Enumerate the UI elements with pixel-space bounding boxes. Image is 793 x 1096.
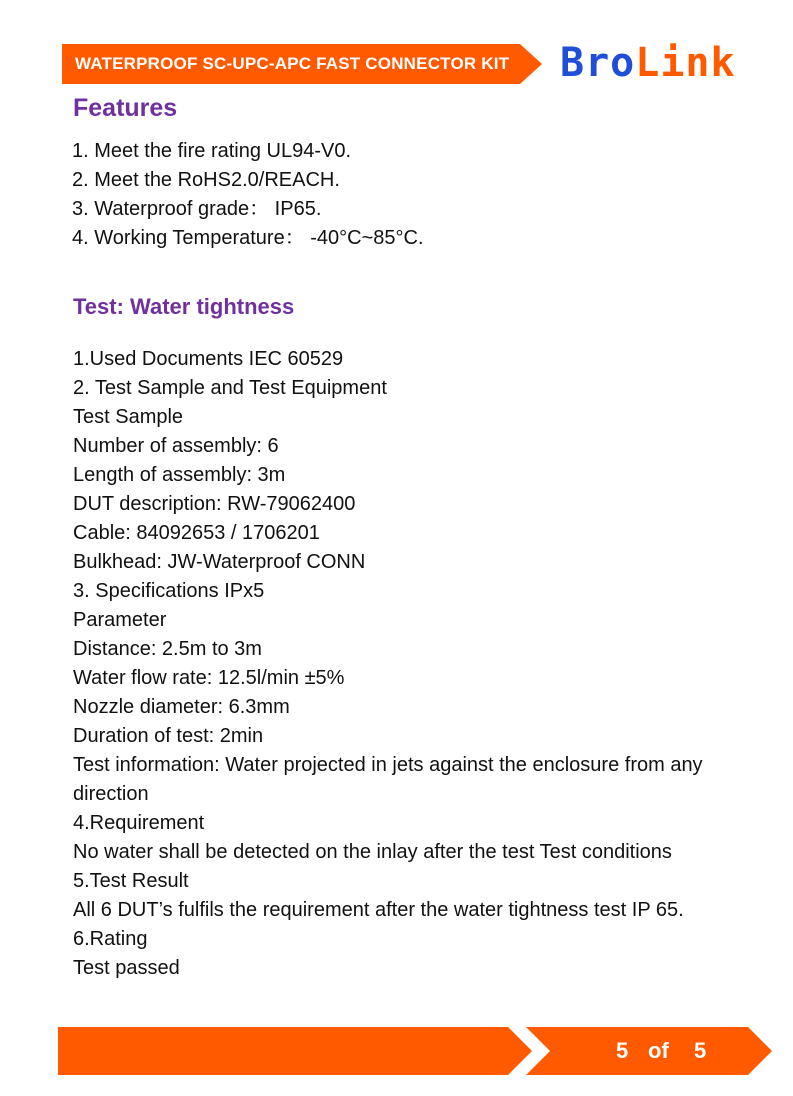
test-line: Test Sample (73, 406, 184, 428)
document-title: WATERPROOF SC-UPC-APC FAST CONNECTOR KIT (75, 54, 510, 73)
test-line: Test information: Water projected in jets against the enclosure from any (73, 754, 703, 776)
test-line: 1.Used Documents IEC 60529 (73, 348, 344, 370)
footer-banner (58, 1027, 774, 1075)
test-line: Length of assembly: 3m (73, 464, 286, 486)
test-line: 6.Rating (73, 928, 148, 950)
page-of-label: of (648, 1038, 669, 1063)
test-line: Parameter (73, 609, 167, 631)
test-line: Duration of test: 2min (73, 725, 264, 747)
test-line: Water flow rate: 12.5l/min ±5% (73, 667, 345, 689)
test-line: Test passed (73, 957, 180, 979)
feature-item: 1. Meet the fire rating UL94-V0. (72, 140, 352, 162)
logo-letters-link: Link (635, 40, 736, 86)
test-line: Bulkhead: JW-Waterproof CONN (73, 551, 366, 573)
brolink-logo (560, 40, 736, 84)
test-details (73, 345, 703, 983)
features-heading: Features (73, 94, 178, 122)
features-list (72, 137, 424, 253)
test-line: Number of assembly: 6 (73, 435, 279, 457)
test-line: Cable: 84092653 / 1706201 (73, 522, 320, 544)
test-line: All 6 DUT’s fulfils the requirement after the water tightness test IP 65. (73, 899, 684, 921)
test-line: Distance: 2.5m to 3m (73, 638, 262, 660)
test-line: direction (73, 783, 149, 805)
test-heading: Test: Water tightness (73, 294, 295, 319)
test-line: 2. Test Sample and Test Equipment (73, 377, 387, 399)
feature-item: 3. Waterproof grade： IP65. (72, 198, 322, 220)
test-line: DUT description: RW-79062400 (73, 493, 356, 515)
feature-item: 4. Working Temperature： -40°C~85°C. (72, 227, 424, 249)
page-total: 5 (694, 1038, 707, 1063)
test-line: Nozzle diameter: 6.3mm (73, 696, 290, 718)
logo-letters-bro: Bro (560, 40, 636, 86)
feature-item: 2. Meet the RoHS2.0/REACH. (72, 169, 340, 191)
test-line: No water shall be detected on the inlay after the test Test conditions (73, 841, 672, 863)
test-line: 4.Requirement (73, 812, 205, 834)
page-current: 5 (616, 1038, 629, 1063)
header-banner (62, 44, 542, 84)
test-line: 3. Specifications IPx5 (73, 580, 265, 602)
test-line: 5.Test Result (73, 870, 189, 892)
